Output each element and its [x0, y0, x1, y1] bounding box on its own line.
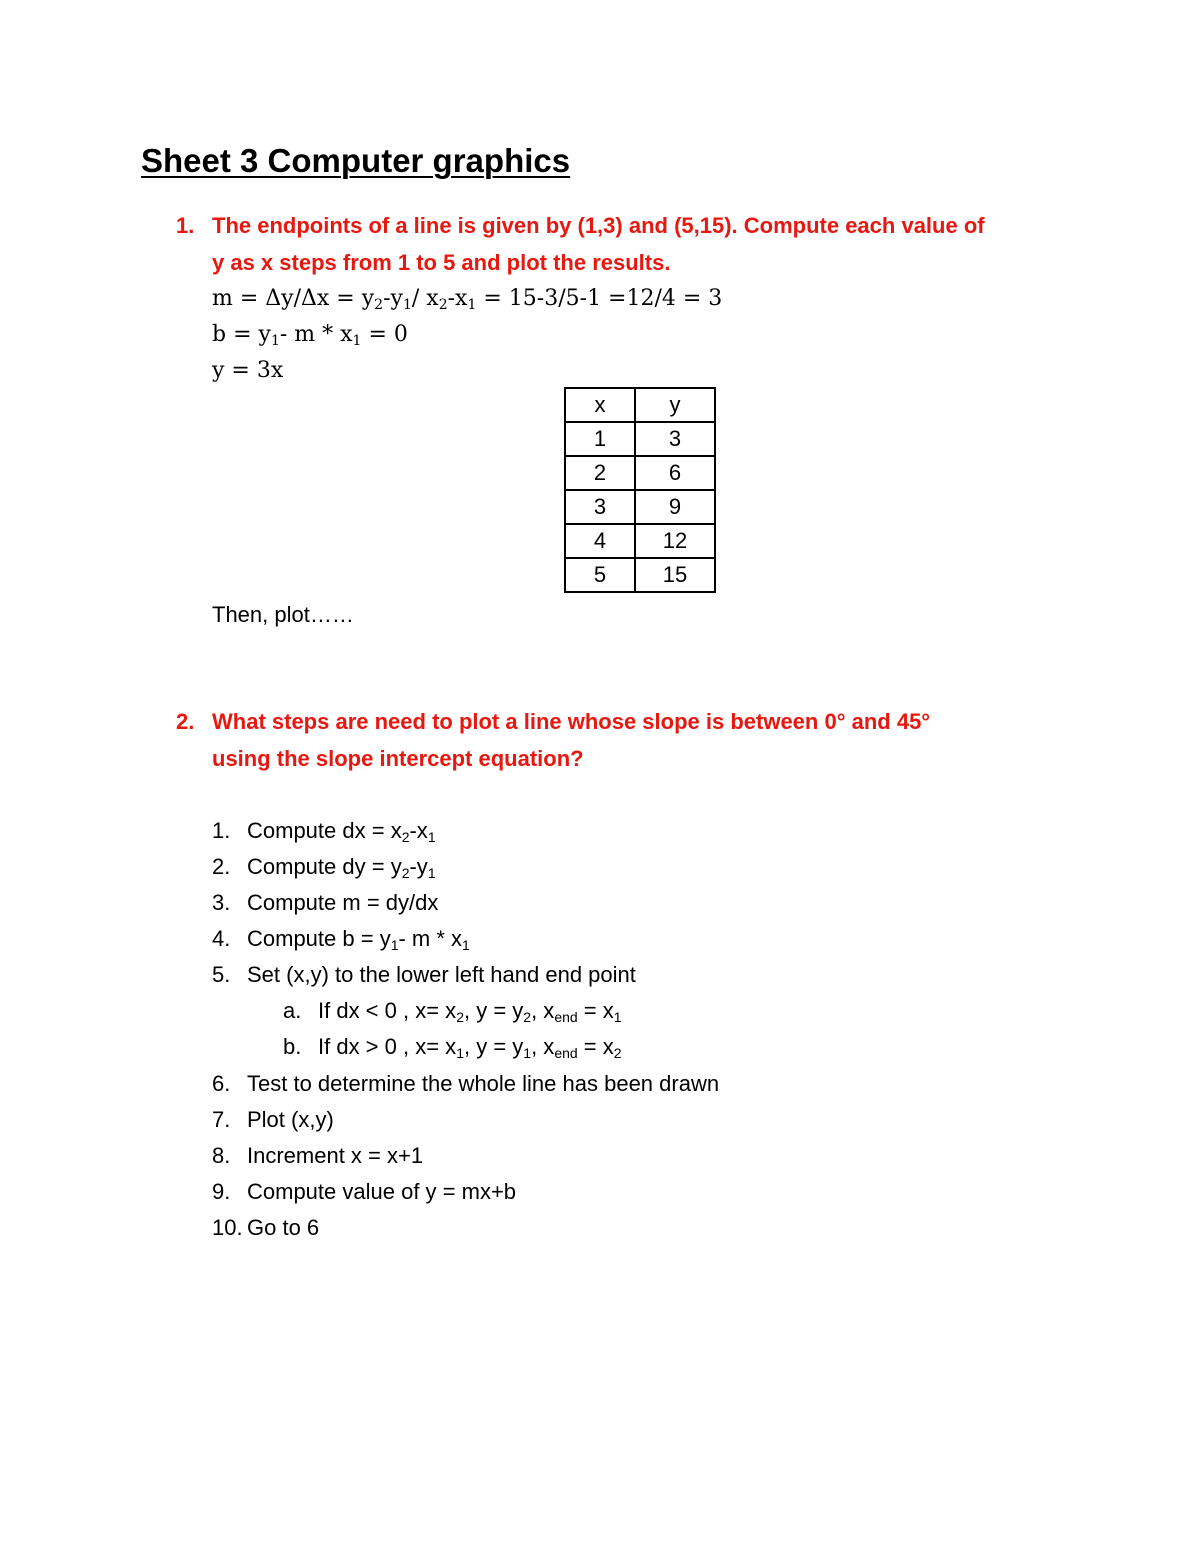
question-2-number: 2.: [176, 709, 195, 734]
step-6-text: Test to determine the whole line has been drawn: [247, 1071, 720, 1096]
step-5-text: Set (x,y) to the lower left hand end point: [247, 962, 636, 987]
step-1-number: 1.: [212, 818, 231, 843]
table-row: [565, 558, 715, 592]
question-2-line-1: What steps are need to plot a line whose slope is between 0° and 45°: [212, 709, 931, 734]
step-2-text: Compute dy = y2-y1: [247, 854, 436, 881]
step-10-text: Go to 6: [247, 1215, 320, 1240]
question-1-line-2: y as x steps from 1 to 5 and plot the results.: [212, 250, 671, 275]
step-7-text: Plot (x,y): [247, 1107, 334, 1132]
step-4-text: Compute b = y1- m * x1: [247, 926, 470, 953]
step-8-number: 8.: [212, 1143, 231, 1168]
step-3-number: 3.: [212, 890, 231, 915]
step-9-number: 9.: [212, 1179, 231, 1204]
page-title: Sheet 3 Computer graphics: [141, 142, 571, 179]
table-cell-x: 4: [565, 524, 635, 558]
table-row: [565, 490, 715, 524]
step-5b-text: If dx > 0 , x= x1, y = y1, xend = x2: [318, 1034, 622, 1061]
step-4-number: 4.: [212, 926, 231, 951]
step-5a-text: If dx < 0 , x= x2, y = y2, xend = x1: [318, 998, 622, 1025]
step-2-number: 2.: [212, 854, 231, 879]
step-10-number: 10.: [212, 1215, 243, 1240]
table-header-y: y: [635, 388, 715, 422]
table-cell-y: 3: [635, 422, 715, 456]
table-cell-x: 5: [565, 558, 635, 592]
table-cell-y: 6: [635, 456, 715, 490]
question-2-line-2: using the slope intercept equation?: [212, 746, 584, 771]
then-plot-text: Then, plot……: [212, 602, 354, 627]
step-5-number: 5.: [212, 962, 231, 987]
line-equation: y = 3x: [212, 358, 284, 383]
step-9-text: Compute value of y = mx+b: [247, 1179, 517, 1204]
table-cell-x: 1: [565, 422, 635, 456]
step-5a-number: a.: [283, 998, 302, 1023]
table-header-row: [565, 388, 715, 422]
table-cell-y: 12: [635, 524, 715, 558]
slope-equation: m = Δy/Δx = y2-y1/ x2-x1 = 15-3/5-1 =12/4 = 3: [212, 286, 723, 313]
question-1-number: 1.: [176, 213, 195, 238]
step-7-number: 7.: [212, 1107, 231, 1132]
intercept-equation: b = y1- m * x1 = 0: [212, 322, 408, 349]
table-cell-y: 15: [635, 558, 715, 592]
table-cell-y: 9: [635, 490, 715, 524]
step-5b-number: b.: [283, 1034, 302, 1059]
table-row: [565, 422, 715, 456]
table-cell-x: 3: [565, 490, 635, 524]
table-header-x: x: [565, 388, 635, 422]
question-1-line-1: The endpoints of a line is given by (1,3) and (5,15). Compute each value of: [212, 213, 985, 238]
table-row: [565, 456, 715, 490]
step-3-text: Compute m = dy/dx: [247, 890, 439, 915]
xy-values-table: [564, 387, 716, 593]
step-1-text: Compute dx = x2-x1: [247, 818, 436, 845]
step-6-number: 6.: [212, 1071, 231, 1096]
step-8-text: Increment x = x+1: [247, 1143, 424, 1168]
table-cell-x: 2: [565, 456, 635, 490]
table-row: [565, 524, 715, 558]
